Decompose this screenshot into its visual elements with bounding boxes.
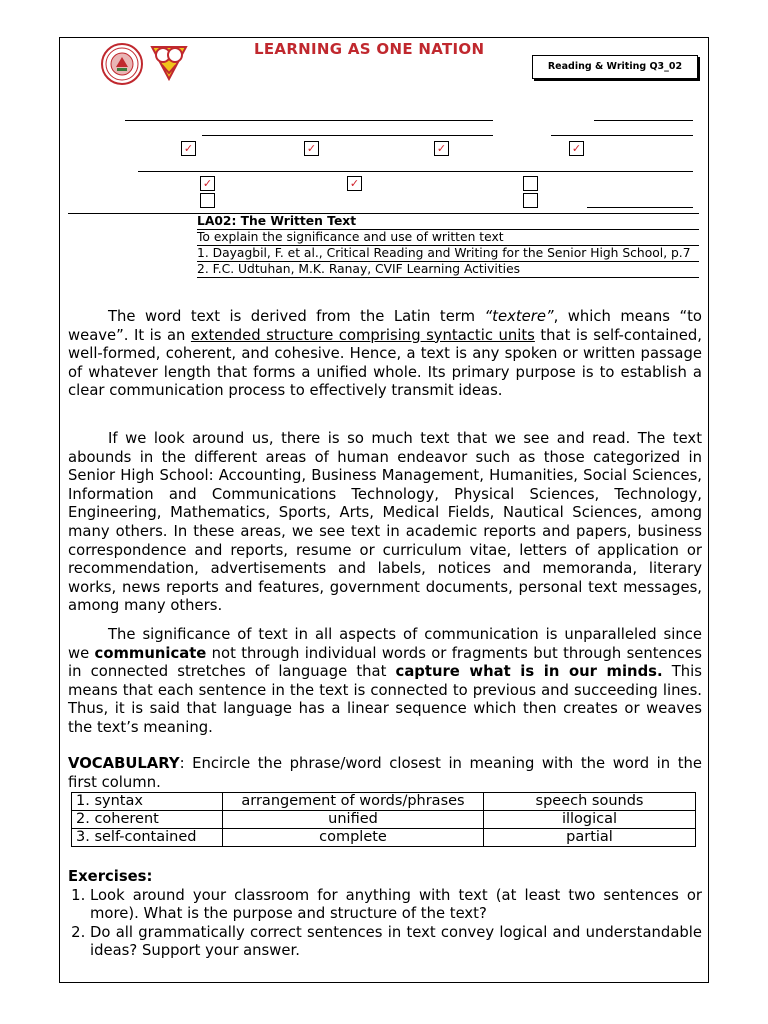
checkbox-5[interactable]: ✓ bbox=[200, 176, 215, 191]
vocab-choice[interactable]: complete bbox=[223, 829, 484, 847]
checkbox-1[interactable]: ✓ bbox=[181, 141, 196, 156]
form-line bbox=[125, 120, 493, 121]
exercise-item: 2. Do all grammatically correct sentences in text convey logical and understandable ideas? Support your answer. bbox=[90, 924, 702, 961]
form-line bbox=[594, 120, 693, 121]
vocab-word: 1. syntax bbox=[72, 793, 223, 811]
form-line bbox=[202, 135, 493, 136]
form-line bbox=[587, 207, 693, 208]
table-row bbox=[72, 811, 696, 829]
checkbox-4[interactable]: ✓ bbox=[569, 141, 584, 156]
checkbox-2[interactable]: ✓ bbox=[304, 141, 319, 156]
table-row bbox=[72, 793, 696, 811]
vocab-choice[interactable]: arrangement of words/phrases bbox=[223, 793, 484, 811]
vocab-choice[interactable]: partial bbox=[484, 829, 696, 847]
vocab-choice[interactable]: unified bbox=[223, 811, 484, 829]
exercises-title: Exercises: bbox=[68, 868, 153, 885]
form-line bbox=[551, 135, 693, 136]
lesson-info bbox=[197, 214, 699, 278]
vocabulary-instructions: VOCABULARY: Encircle the phrase/word closest in meaning with the word in the first column. bbox=[68, 755, 702, 791]
paragraph-2: If we look around us, there is so much text that we see and read. The text abounds in the different areas of human endeavor such as those categorized in Senior High School: Accounting, Business Management, Humanities, Social Sciences, Information and Communications Technology, Physical Sciences, Technology, Engineering, Mathematics, Sports, Arts, Medical Fields, Nautical Sciences, among many others. In these areas, we see text in academic reports and papers, business correspondence and reports, resume or curriculum vitae, letters of application or recommendation, advertisements and labels, notices and memoranda, literary works, news reports and features, government documents, personal text messages, among many others. bbox=[68, 430, 702, 615]
reference-1: 1. Dayagbil, F. et al., Critical Reading and Writing for the Senior High School, p.7 bbox=[197, 246, 699, 262]
vocab-choice[interactable]: illogical bbox=[484, 811, 696, 829]
vocab-choice[interactable]: speech sounds bbox=[484, 793, 696, 811]
lesson-title: LA02: The Written Text bbox=[197, 214, 699, 230]
exercise-item: 1. Look around your classroom for anything with text (at least two sentences or more). What is the purpose and structure of the text? bbox=[90, 887, 702, 924]
page-title: LEARNING AS ONE NATION bbox=[254, 40, 485, 58]
module-code-badge: Reading & Writing Q3_02 bbox=[532, 55, 698, 79]
lesson-objective: To explain the significance and use of written text bbox=[197, 230, 699, 246]
school-seal-logo bbox=[101, 43, 143, 85]
paragraph-1: The word text is derived from the Latin term “textere”, which means “to weave”. It is an extended structure comprising syntactic units that is self-contained, well-formed, coherent, and cohesive. Hence, a text is any spoken or written passage of whatever length that forms a unified whole. Its primary purpose is to establish a clear communication process to effectively transmit ideas. bbox=[68, 308, 702, 400]
vocab-word: 3. self-contained bbox=[72, 829, 223, 847]
checkbox-6[interactable] bbox=[200, 193, 215, 208]
checkbox-8[interactable] bbox=[523, 176, 538, 191]
table-row bbox=[72, 829, 696, 847]
form-line bbox=[138, 171, 693, 172]
checkbox-9[interactable] bbox=[523, 193, 538, 208]
checkbox-7[interactable]: ✓ bbox=[347, 176, 362, 191]
vocab-word: 2. coherent bbox=[72, 811, 223, 829]
checkbox-3[interactable]: ✓ bbox=[434, 141, 449, 156]
exercises-section bbox=[68, 868, 702, 961]
reference-2: 2. F.C. Udtuhan, M.K. Ranay, CVIF Learning Activities bbox=[197, 262, 699, 278]
vocabulary-table bbox=[71, 792, 696, 847]
paragraph-3: The significance of text in all aspects of communication is unparalleled since we communicate not through individual words or fragments but through sentences in connected stretches of language that capture what is in our minds. This means that each sentence in the text is connected to previous and succeeding lines. Thus, it is said that language has a linear sequence which then creates or weaves the text’s meaning. bbox=[68, 626, 702, 736]
deped-logo bbox=[148, 41, 190, 81]
